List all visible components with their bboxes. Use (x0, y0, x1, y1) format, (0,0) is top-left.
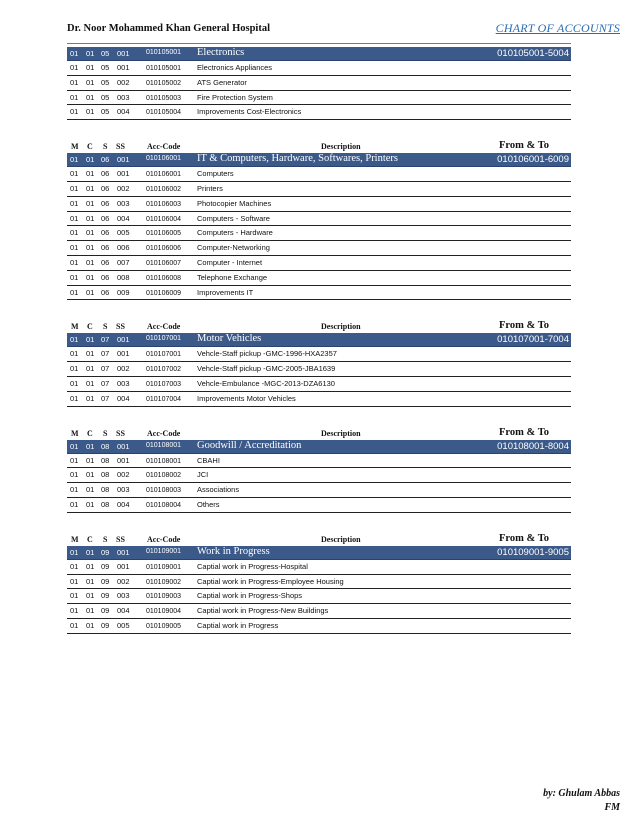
cell-ss: 002 (117, 183, 130, 193)
cell-acc-code: 010109003 (146, 593, 182, 601)
cell-description: Captial work in Progress-Employee Housing (197, 576, 344, 586)
cell-ss: 004 (117, 499, 130, 509)
cell-acc-code: 010106004 (146, 215, 182, 223)
cell-s: 05 (101, 92, 110, 102)
cell-s: 06 (101, 272, 110, 282)
col-s-header: S (103, 142, 108, 152)
group-range: 010105001-5004 (497, 48, 569, 59)
col-description-header: Description (321, 534, 361, 544)
cell-s: 05 (101, 77, 110, 87)
cell-acc-code: 010107002 (146, 366, 182, 374)
cell-ss: 003 (117, 92, 130, 102)
cell-description: Printers (197, 183, 223, 193)
group-ss: 001 (117, 155, 130, 165)
group-title: IT & Computers, Hardware, Softwares, Printers (197, 153, 399, 165)
cell-description: Telephone Exchange (197, 272, 268, 282)
cell-c: 01 (86, 257, 95, 267)
cell-c: 01 (86, 620, 95, 630)
column-header-row (67, 319, 571, 333)
cell-c: 01 (86, 393, 95, 403)
cell-m: 01 (70, 183, 79, 193)
account-row (67, 347, 571, 362)
col-ss-header: SS (116, 428, 125, 438)
hospital-name: Dr. Noor Mohammed Khan General Hospital (67, 23, 271, 34)
group-ss: 001 (117, 441, 130, 451)
cell-ss: 001 (117, 561, 130, 571)
cell-c: 01 (86, 499, 95, 509)
accounts-table (67, 47, 571, 653)
group-header-row (67, 546, 571, 560)
col-ss-header: SS (116, 322, 125, 332)
col-description-header: Description (321, 428, 361, 438)
account-row (67, 560, 571, 575)
cell-acc-code: 010109004 (146, 608, 182, 616)
cell-ss: 001 (117, 169, 130, 179)
cell-acc-code: 010109001 (146, 563, 182, 571)
cell-s: 06 (101, 213, 110, 223)
account-section (67, 47, 571, 120)
account-row (67, 197, 571, 212)
group-c: 01 (86, 335, 95, 345)
group-range: 010107001-7004 (497, 334, 569, 346)
cell-c: 01 (86, 63, 95, 72)
cell-s: 08 (101, 455, 110, 465)
cell-m: 01 (70, 257, 79, 267)
group-title: Motor Vehicles (197, 333, 262, 345)
group-header-row (67, 333, 571, 347)
cell-s: 05 (101, 107, 110, 117)
cell-c: 01 (86, 228, 95, 238)
cell-acc-code: 010106003 (146, 200, 182, 208)
cell-c: 01 (86, 561, 95, 571)
cell-ss: 002 (117, 77, 130, 87)
cell-description: Associations (197, 485, 240, 495)
account-section (67, 319, 571, 406)
cell-acc-code: 010107004 (146, 395, 182, 403)
col-c-header: C (87, 534, 93, 544)
cell-ss: 001 (117, 455, 130, 465)
group-m: 01 (70, 547, 79, 557)
cell-m: 01 (70, 364, 79, 374)
cell-acc-code: 010109005 (146, 622, 182, 630)
cell-c: 01 (86, 349, 95, 359)
account-row (67, 241, 571, 256)
cell-description: Photocopier Machines (197, 198, 272, 208)
col-from-to-header: From & To (499, 320, 549, 332)
cell-m: 01 (70, 169, 79, 179)
group-c: 01 (86, 441, 95, 451)
cell-acc-code: 010105004 (146, 109, 182, 117)
group-ss: 001 (117, 547, 130, 557)
col-s-header: S (103, 322, 108, 332)
cell-description: Captial work in Progress-New Buildings (197, 606, 329, 616)
cell-acc-code: 010106007 (146, 259, 182, 267)
page-footer (543, 787, 620, 815)
cell-c: 01 (86, 169, 95, 179)
cell-s: 07 (101, 393, 110, 403)
cell-c: 01 (86, 272, 95, 282)
cell-ss: 005 (117, 620, 130, 630)
group-m: 01 (70, 441, 79, 451)
group-c: 01 (86, 547, 95, 557)
col-ss-header: SS (116, 534, 125, 544)
account-row (67, 589, 571, 604)
cell-m: 01 (70, 470, 79, 480)
col-c-header: C (87, 322, 93, 332)
account-row (67, 286, 571, 301)
cell-description: Computers - Software (197, 213, 270, 223)
group-m: 01 (70, 49, 79, 58)
cell-m: 01 (70, 349, 79, 359)
column-header-row (67, 532, 571, 546)
cell-c: 01 (86, 470, 95, 480)
cell-acc-code: 010109002 (146, 578, 182, 586)
group-m: 01 (70, 155, 79, 165)
cell-acc-code: 010107003 (146, 380, 182, 388)
account-section (67, 139, 571, 300)
cell-description: Improvements Cost-Electronics (197, 107, 302, 117)
group-ss: 001 (117, 49, 130, 58)
cell-s: 08 (101, 470, 110, 480)
group-acc-code: 010109001 (146, 547, 182, 555)
cell-acc-code: 010105003 (146, 94, 182, 102)
account-row (67, 468, 571, 483)
cell-s: 09 (101, 591, 110, 601)
cell-description: Captial work in Progress (197, 620, 279, 630)
cell-description: Improvements IT (197, 287, 254, 297)
cell-description: Vehcle-Staff pickup -GMC-2005-JBA1639 (197, 364, 336, 374)
account-row (67, 604, 571, 619)
cell-s: 06 (101, 228, 110, 238)
cell-ss: 004 (117, 393, 130, 403)
group-s: 05 (101, 49, 110, 58)
header-divider (67, 43, 571, 44)
group-acc-code: 010107001 (146, 335, 182, 343)
cell-description: Computer-Networking (197, 243, 270, 253)
account-row (67, 167, 571, 182)
col-ss-header: SS (116, 142, 125, 152)
cell-acc-code: 010105002 (146, 79, 182, 87)
cell-ss: 008 (117, 272, 130, 282)
account-row (67, 256, 571, 271)
cell-s: 09 (101, 561, 110, 571)
column-header-row (67, 139, 571, 153)
cell-acc-code: 010106005 (146, 230, 182, 238)
account-row (67, 619, 571, 634)
cell-m: 01 (70, 198, 79, 208)
account-row (67, 362, 571, 377)
cell-ss: 003 (117, 591, 130, 601)
cell-ss: 006 (117, 243, 130, 253)
cell-c: 01 (86, 591, 95, 601)
footer-role: FM (604, 802, 620, 813)
cell-s: 07 (101, 378, 110, 388)
cell-acc-code: 010106008 (146, 274, 182, 282)
cell-m: 01 (70, 378, 79, 388)
col-m-header: M (71, 534, 79, 544)
col-c-header: C (87, 142, 93, 152)
account-row (67, 483, 571, 498)
cell-m: 01 (70, 287, 79, 297)
col-from-to-header: From & To (499, 140, 549, 152)
cell-s: 09 (101, 576, 110, 586)
group-acc-code: 010108001 (146, 441, 182, 449)
col-acc-code-header: Acc-Code (147, 322, 181, 332)
col-acc-code-header: Acc-Code (147, 428, 181, 438)
group-range: 010109001-9005 (497, 546, 569, 558)
group-s: 06 (101, 155, 110, 165)
cell-c: 01 (86, 455, 95, 465)
cell-acc-code: 010106001 (146, 171, 182, 179)
cell-acc-code: 010105001 (146, 65, 182, 72)
account-row (67, 76, 571, 91)
cell-ss: 007 (117, 257, 130, 267)
cell-c: 01 (86, 77, 95, 87)
account-row (67, 454, 571, 469)
col-acc-code-header: Acc-Code (147, 534, 181, 544)
cell-c: 01 (86, 183, 95, 193)
cell-m: 01 (70, 606, 79, 616)
group-title: Goodwill / Accreditation (197, 439, 302, 451)
page-header (67, 23, 620, 41)
group-c: 01 (86, 49, 95, 58)
group-range: 010108001-8004 (497, 440, 569, 452)
cell-s: 07 (101, 349, 110, 359)
cell-m: 01 (70, 499, 79, 509)
cell-m: 01 (70, 620, 79, 630)
cell-s: 06 (101, 183, 110, 193)
cell-ss: 003 (117, 485, 130, 495)
cell-acc-code: 010108003 (146, 487, 182, 495)
col-from-to-header: From & To (499, 426, 549, 438)
cell-description: Fire Protection System (197, 92, 273, 102)
cell-ss: 003 (117, 198, 130, 208)
cell-description: Computer - Internet (197, 257, 263, 267)
cell-s: 07 (101, 364, 110, 374)
group-header-row (67, 153, 571, 167)
cell-s: 05 (101, 63, 110, 72)
footer-author: by: Ghulam Abbas (543, 788, 620, 799)
cell-m: 01 (70, 272, 79, 282)
group-s: 08 (101, 441, 110, 451)
account-row (67, 392, 571, 407)
cell-ss: 001 (117, 349, 130, 359)
cell-c: 01 (86, 287, 95, 297)
cell-m: 01 (70, 455, 79, 465)
cell-m: 01 (70, 107, 79, 117)
cell-description: ATS Generator (197, 77, 247, 87)
cell-description: Captial work in Progress-Shops (197, 591, 303, 601)
cell-c: 01 (86, 364, 95, 374)
cell-ss: 004 (117, 606, 130, 616)
cell-ss: 004 (117, 213, 130, 223)
col-from-to-header: From & To (499, 532, 549, 544)
col-m-header: M (71, 428, 79, 438)
col-m-header: M (71, 322, 79, 332)
account-row (67, 105, 571, 120)
col-description-header: Description (321, 142, 361, 152)
col-acc-code-header: Acc-Code (147, 142, 181, 152)
account-row (67, 61, 571, 76)
cell-description: Computers - Hardware (197, 228, 273, 238)
cell-m: 01 (70, 485, 79, 495)
group-title: Electronics (197, 47, 245, 58)
cell-c: 01 (86, 378, 95, 388)
account-row (67, 377, 571, 392)
cell-m: 01 (70, 243, 79, 253)
cell-description: CBAHI (197, 455, 220, 465)
cell-s: 06 (101, 287, 110, 297)
cell-ss: 001 (117, 63, 130, 72)
cell-description: Vehcle-Staff pickup -GMC-1996-HXA2357 (197, 349, 337, 359)
group-range: 010106001-6009 (497, 154, 569, 166)
cell-s: 06 (101, 243, 110, 253)
col-description-header: Description (321, 322, 361, 332)
account-row (67, 182, 571, 197)
group-header-row (67, 47, 571, 61)
cell-acc-code: 010108004 (146, 501, 182, 509)
cell-ss: 009 (117, 287, 130, 297)
group-acc-code: 010106001 (146, 155, 182, 163)
cell-c: 01 (86, 606, 95, 616)
cell-m: 01 (70, 77, 79, 87)
cell-description: Electronics Appliances (197, 63, 273, 72)
cell-description: Improvements Motor Vehicles (197, 393, 296, 403)
cell-c: 01 (86, 92, 95, 102)
cell-s: 08 (101, 499, 110, 509)
account-section (67, 426, 571, 513)
account-row (67, 498, 571, 513)
account-row (67, 271, 571, 286)
account-row (67, 91, 571, 106)
cell-c: 01 (86, 198, 95, 208)
cell-ss: 003 (117, 378, 130, 388)
group-acc-code: 010105001 (146, 49, 182, 56)
cell-description: Vehcle-Embulance -MGC-2013-DZA6130 (197, 378, 335, 388)
cell-c: 01 (86, 576, 95, 586)
cell-m: 01 (70, 63, 79, 72)
cell-m: 01 (70, 228, 79, 238)
cell-c: 01 (86, 485, 95, 495)
cell-description: Others (197, 499, 220, 509)
col-s-header: S (103, 428, 108, 438)
cell-acc-code: 010106009 (146, 289, 182, 297)
col-m-header: M (71, 142, 79, 152)
group-header-row (67, 440, 571, 454)
cell-m: 01 (70, 576, 79, 586)
account-section (67, 532, 571, 634)
cell-c: 01 (86, 213, 95, 223)
cell-s: 09 (101, 606, 110, 616)
group-m: 01 (70, 335, 79, 345)
group-c: 01 (86, 155, 95, 165)
cell-c: 01 (86, 243, 95, 253)
cell-ss: 002 (117, 470, 130, 480)
cell-m: 01 (70, 213, 79, 223)
cell-ss: 004 (117, 107, 130, 117)
col-c-header: C (87, 428, 93, 438)
column-header-row (67, 426, 571, 440)
cell-m: 01 (70, 561, 79, 571)
cell-acc-code: 010106006 (146, 245, 182, 253)
cell-ss: 005 (117, 228, 130, 238)
cell-s: 06 (101, 169, 110, 179)
cell-acc-code: 010107001 (146, 351, 182, 359)
group-ss: 001 (117, 335, 130, 345)
cell-ss: 002 (117, 576, 130, 586)
cell-s: 06 (101, 198, 110, 208)
account-row (67, 575, 571, 590)
cell-s: 06 (101, 257, 110, 267)
cell-description: JCI (197, 470, 209, 480)
chart-of-accounts-title: CHART OF ACCOUNTS (495, 21, 620, 35)
cell-description: Captial work in Progress-Hospital (197, 561, 308, 571)
cell-description: Computers (197, 169, 234, 179)
group-s: 07 (101, 335, 110, 345)
cell-m: 01 (70, 591, 79, 601)
group-title: Work in Progress (197, 545, 270, 557)
cell-m: 01 (70, 92, 79, 102)
cell-s: 09 (101, 620, 110, 630)
account-row (67, 226, 571, 241)
cell-s: 08 (101, 485, 110, 495)
cell-acc-code: 010108001 (146, 457, 182, 465)
cell-ss: 002 (117, 364, 130, 374)
account-row (67, 212, 571, 227)
cell-c: 01 (86, 107, 95, 117)
col-s-header: S (103, 534, 108, 544)
cell-acc-code: 010108002 (146, 472, 182, 480)
cell-acc-code: 010106002 (146, 185, 182, 193)
group-s: 09 (101, 547, 110, 557)
cell-m: 01 (70, 393, 79, 403)
